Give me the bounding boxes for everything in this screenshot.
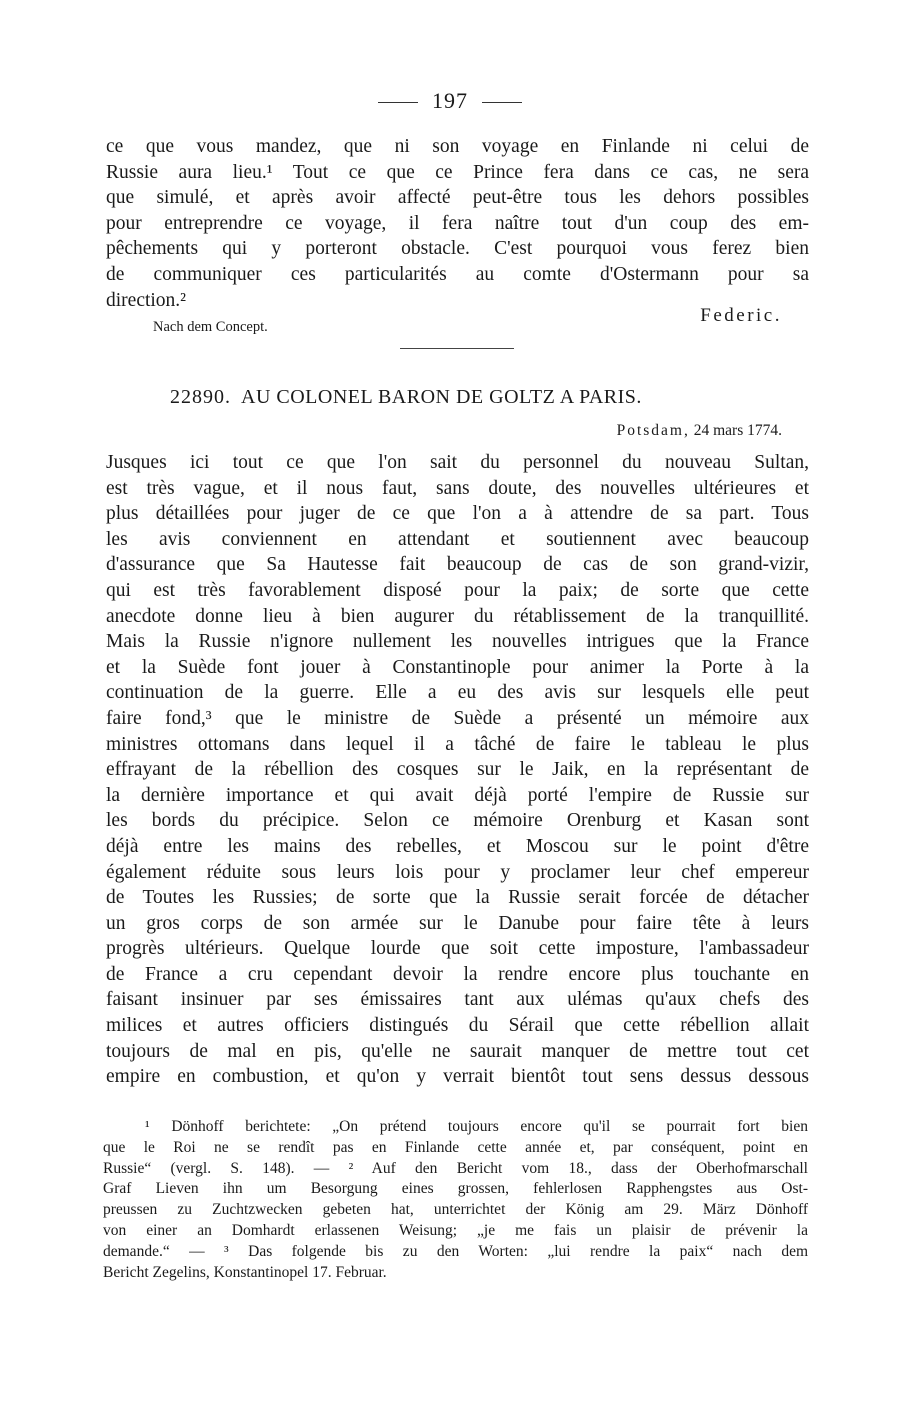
document-title: AU COLONEL BARON DE GOLTZ A PARIS. — [241, 386, 642, 408]
text-line: toujours de mal en pis, qu'elle ne saurait manquer de mettre tout cet — [106, 1040, 809, 1062]
header-rule-right — [482, 102, 522, 103]
text-line: déjà entre les mains des rebelles, et Moscou sur le point d'être — [106, 835, 809, 857]
page-header — [0, 88, 900, 114]
text-line: les avis conviennent en attendant et soutiennent avec beaucoup — [106, 528, 809, 550]
text-line: continuation de la guerre. Elle a eu des avis sur lesquels elle peut — [106, 682, 809, 704]
text-line: d'assurance que Sa Hautesse fait beaucoup de cas de son grand-vizir, — [106, 554, 809, 576]
text-line: que simulé, et après avoir affecté peut-être tous les dehors possibles — [106, 187, 809, 209]
text-line: pour entreprendre ce voyage, il fera naître tout d'un coup des em- — [106, 212, 809, 234]
text-line: progrès ultérieurs. Quelque lourde que soit cette imposture, l'ambassadeur — [106, 938, 809, 960]
footnote-line: von einer an Domhardt erlassenen Weisung; „je me fais un plaisir de prévenir la — [103, 1221, 808, 1239]
document-body — [106, 450, 809, 1090]
document-heading — [170, 386, 642, 409]
text-line: et la Suède font jouer à Constantinople pour animer la Porte à la — [106, 656, 809, 678]
text-line: direction.² — [106, 289, 187, 311]
dateline-date: 24 mars 1774. — [693, 422, 782, 439]
text-line: Russie aura lieu.¹ Tout ce que ce Prince fera dans ce cas, ne sera — [106, 161, 809, 183]
text-line: qui est très favorablement disposé pour la paix; de sorte que cette — [106, 579, 809, 601]
page-number: 197 — [432, 88, 468, 113]
footnote-line: ¹ Dönhoff berichtete: „On prétend toujours encore qu'il se pourrait fort bien — [145, 1118, 808, 1135]
text-line: ce que vous mandez, que ni son voyage en Finlande ni celui de — [106, 136, 809, 157]
text-line: faire fond,³ que le ministre de Suède a présenté un mémoire aux — [106, 707, 809, 729]
document-number: 22890. — [170, 386, 231, 408]
footnotes — [103, 1117, 808, 1283]
text-line: la dernière importance et qui avait déjà porté l'empire de Russie sur — [106, 784, 809, 806]
signature: Federic. — [700, 305, 782, 326]
text-line: plus détaillées pour juger de ce que l'on a à attendre de sa part. Tous — [106, 503, 809, 525]
top-paragraph — [106, 134, 809, 313]
text-line: de Toutes les Russies; de sorte que la Russie serait forcée de détacher — [106, 887, 809, 909]
section-divider — [400, 348, 514, 349]
text-line: ministres ottomans dans lequel il a tâché de faire le tableau le plus — [106, 733, 809, 755]
text-line: effrayant de la rébellion des cosques sur le Jaik, en la représentant de — [106, 759, 809, 781]
text-line: un gros corps de son armée sur le Danube pour faire tête à leurs — [106, 912, 809, 934]
text-line: de France a cru cependant devoir la rendre encore plus touchante en — [106, 963, 809, 985]
footnote-line: que le Roi ne se rendît pas en Finlande cette année et, par conséquent, point en — [103, 1138, 808, 1156]
footnote-line: Bericht Zegelins, Konstantinopel 17. Februar. — [103, 1263, 387, 1281]
footnote-line: preussen zu Zuchtzwecken gebeten hat, unterrichtet der König am 29. März Dönhoff — [103, 1201, 808, 1219]
text-line: faisant insinuer par ses émissaires tant aux ulémas qu'aux chefs des — [106, 989, 809, 1011]
text-line: anecdote donne lieu à bien augurer du rétablissement de la tranquillité. — [106, 605, 809, 627]
text-line: de communiquer ces particularités au comte d'Ostermann pour sa — [106, 263, 809, 285]
dateline-place: Potsdam, — [616, 422, 690, 439]
footnote-line: Russie“ (vergl. S. 148). — ² Auf den Bericht vom 18., dass der Oberhofmarschall — [103, 1159, 808, 1177]
text-line: les bords du précipice. Selon ce mémoire Orenburg et Kasan sont — [106, 810, 809, 832]
text-line: est très vague, et il nous faut, sans doute, des nouvelles ultérieures et — [106, 477, 809, 499]
dateline — [617, 422, 782, 440]
text-line: pêchements qui y porteront obstacle. C'est pourquoi vous ferez bien — [106, 238, 809, 260]
footnote-line: demande.“ — ³ Das folgende bis zu den Worten: „lui rendre la paix“ nach dem — [103, 1242, 808, 1260]
text-line: empire en combustion, et qu'on y verrait bientôt tout sens dessus dessous — [106, 1066, 809, 1088]
text-line: Jusques ici tout ce que l'on sait du personnel du nouveau Sultan, — [106, 452, 809, 473]
header-rule-left — [378, 102, 418, 103]
source-note: Nach dem Concept. — [153, 319, 268, 335]
text-line: milices et autres officiers distingués du Sérail que cette rébellion allait — [106, 1015, 809, 1037]
text-line: Mais la Russie n'ignore nullement les nouvelles intrigues que la France — [106, 631, 809, 653]
footnote-line: Graf Lieven ihn um Besorgung eines grossen, fehlerlosen Rapphengstes aus Ost- — [103, 1180, 808, 1198]
text-line: également réduite sous leurs lois pour y proclamer leur chef empereur — [106, 861, 809, 883]
